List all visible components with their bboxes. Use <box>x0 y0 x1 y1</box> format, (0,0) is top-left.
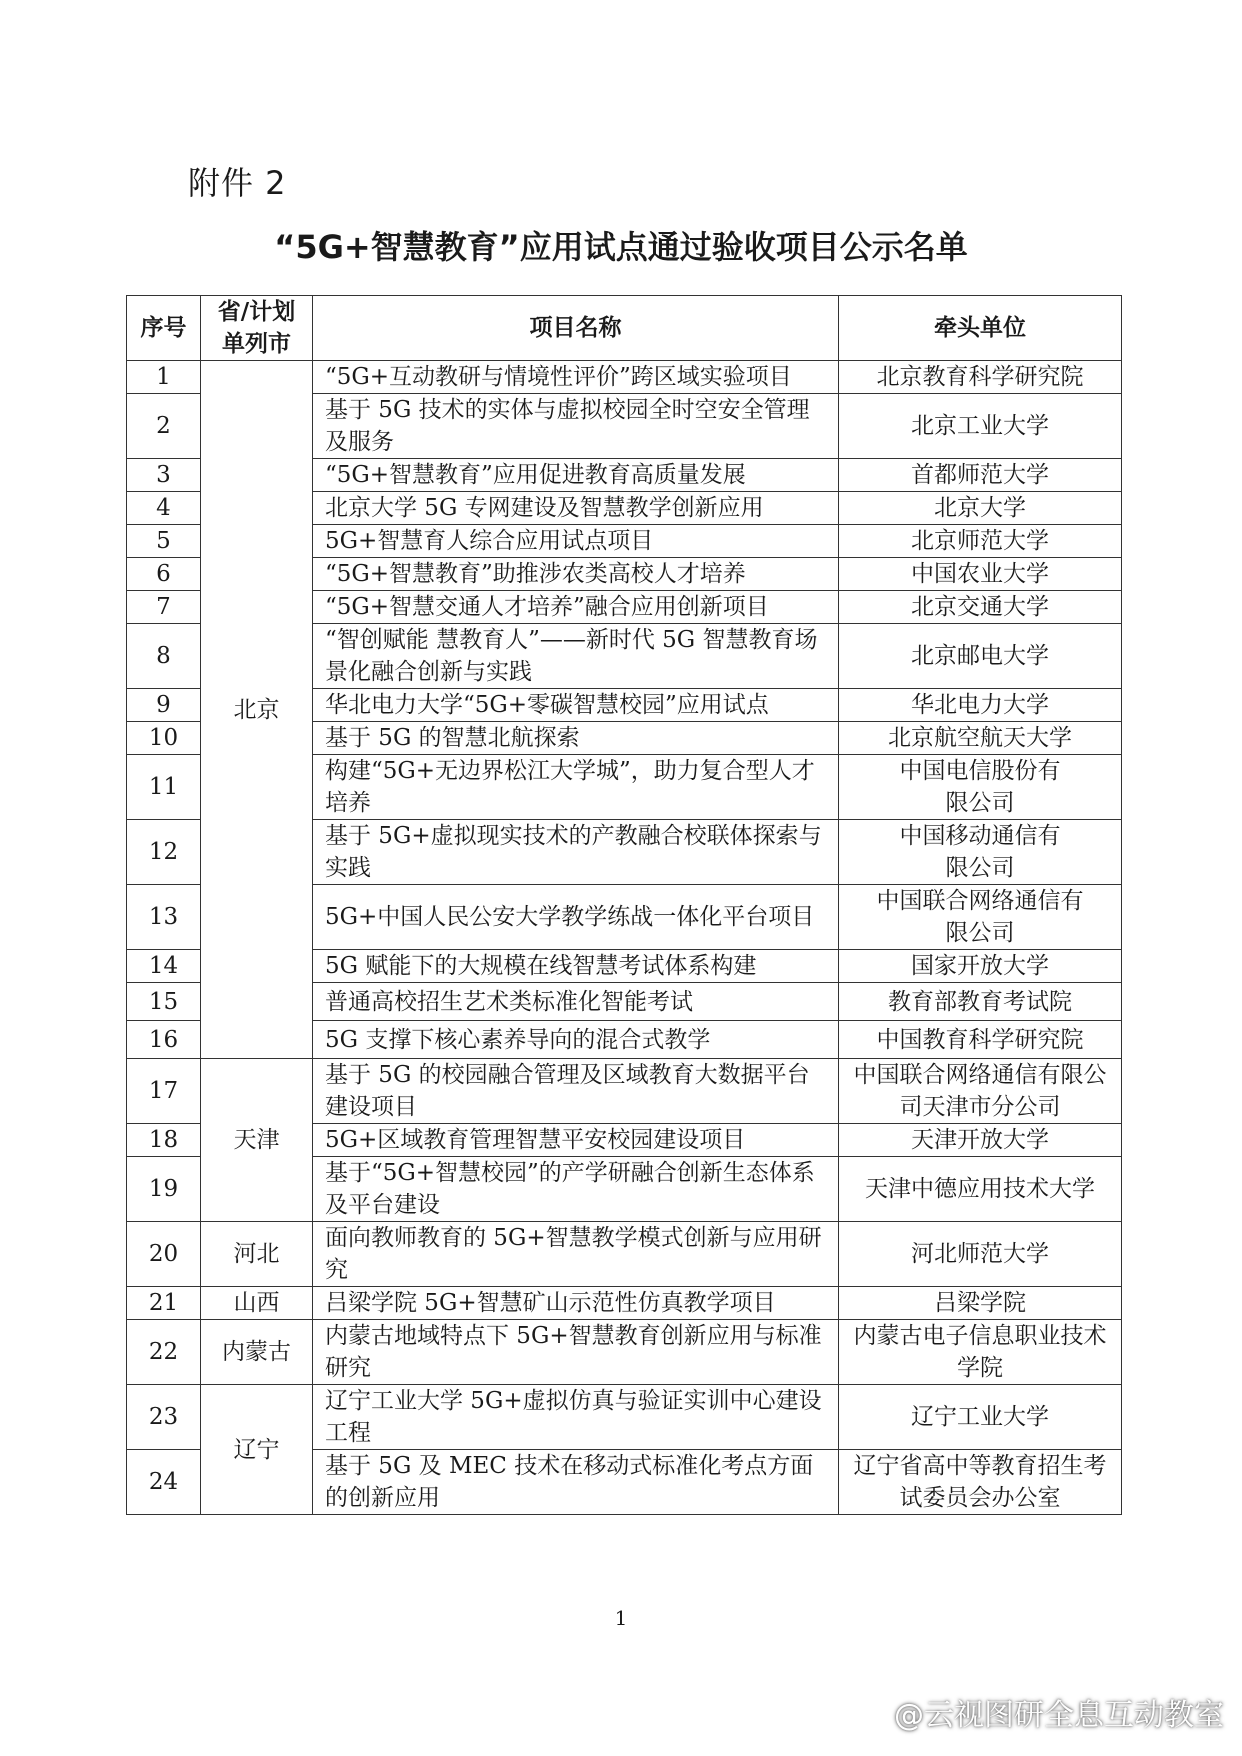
row-no: 14 <box>127 950 201 983</box>
project-name: 5G 支撑下核心素养导向的混合式教学 <box>313 1021 839 1059</box>
region-cell: 山西 <box>201 1287 313 1320</box>
lead-unit: 北京交通大学 <box>839 591 1122 624</box>
header-no: 序号 <box>127 296 201 361</box>
row-no: 16 <box>127 1021 201 1059</box>
lead-unit: 中国联合网络通信有限公司 <box>839 885 1122 950</box>
row-no: 22 <box>127 1320 201 1385</box>
row-no: 3 <box>127 459 201 492</box>
lead-unit: 北京工业大学 <box>839 394 1122 459</box>
row-no: 18 <box>127 1124 201 1157</box>
project-name: 吕梁学院 5G+智慧矿山示范性仿真教学项目 <box>313 1287 839 1320</box>
row-no: 20 <box>127 1222 201 1287</box>
region-cell: 河北 <box>201 1222 313 1287</box>
project-name: 基于 5G 的校园融合管理及区域教育大数据平台建设项目 <box>313 1059 839 1124</box>
project-name: 普通高校招生艺术类标准化智能考试 <box>313 983 839 1021</box>
project-name: “5G+智慧教育”应用促进教育高质量发展 <box>313 459 839 492</box>
lead-unit: 辽宁省高中等教育招生考试委员会办公室 <box>839 1450 1122 1515</box>
project-name: 基于 5G+虚拟现实技术的产教融合校联体探索与实践 <box>313 820 839 885</box>
lead-unit: 中国农业大学 <box>839 558 1122 591</box>
project-name: “智创赋能 慧教育人”——新时代 5G 智慧教育场景化融合创新与实践 <box>313 624 839 689</box>
lead-unit: 北京大学 <box>839 492 1122 525</box>
project-name: 5G+智慧育人综合应用试点项目 <box>313 525 839 558</box>
lead-unit: 河北师范大学 <box>839 1222 1122 1287</box>
lead-unit: 天津中德应用技术大学 <box>839 1157 1122 1222</box>
lead-unit: 北京航空航天大学 <box>839 722 1122 755</box>
lead-unit: 辽宁工业大学 <box>839 1385 1122 1450</box>
project-name: “5G+智慧交通人才培养”融合应用创新项目 <box>313 591 839 624</box>
page-number: 1 <box>614 1606 628 1630</box>
attachment-label: 附件 2 <box>188 164 287 202</box>
project-name: 内蒙古地域特点下 5G+智慧教育创新应用与标准研究 <box>313 1320 839 1385</box>
lead-unit: 北京邮电大学 <box>839 624 1122 689</box>
lead-unit: 北京教育科学研究院 <box>839 361 1122 394</box>
row-no: 13 <box>127 885 201 950</box>
lead-unit: 北京师范大学 <box>839 525 1122 558</box>
lead-unit: 吕梁学院 <box>839 1287 1122 1320</box>
lead-unit: 首都师范大学 <box>839 459 1122 492</box>
row-no: 17 <box>127 1059 201 1124</box>
project-name: 华北电力大学“5G+零碳智慧校园”应用试点 <box>313 689 839 722</box>
project-name: “5G+互动教研与情境性评价”跨区域实验项目 <box>313 361 839 394</box>
project-name: 构建“5G+无边界松江大学城”，助力复合型人才培养 <box>313 755 839 820</box>
project-name: 辽宁工业大学 5G+虚拟仿真与验证实训中心建设工程 <box>313 1385 839 1450</box>
row-no: 6 <box>127 558 201 591</box>
region-cell: 北京 <box>201 361 313 1059</box>
row-no: 2 <box>127 394 201 459</box>
row-no: 12 <box>127 820 201 885</box>
lead-unit: 中国移动通信有限公司 <box>839 820 1122 885</box>
lead-unit: 中国电信股份有限公司 <box>839 755 1122 820</box>
lead-unit: 中国教育科学研究院 <box>839 1021 1122 1059</box>
region-cell: 辽宁 <box>201 1385 313 1515</box>
lead-unit: 内蒙古电子信息职业技术学院 <box>839 1320 1122 1385</box>
project-table <box>126 295 1122 1515</box>
row-no: 8 <box>127 624 201 689</box>
row-no: 11 <box>127 755 201 820</box>
lead-unit: 国家开放大学 <box>839 950 1122 983</box>
lead-unit: 中国联合网络通信有限公司天津市分公司 <box>839 1059 1122 1124</box>
row-no: 19 <box>127 1157 201 1222</box>
project-name: 5G+区域教育管理智慧平安校园建设项目 <box>313 1124 839 1157</box>
header-project: 项目名称 <box>313 296 839 361</box>
project-name: 面向教师教育的 5G+智慧教学模式创新与应用研究 <box>313 1222 839 1287</box>
row-no: 21 <box>127 1287 201 1320</box>
region-cell: 内蒙古 <box>201 1320 313 1385</box>
region-cell: 天津 <box>201 1059 313 1222</box>
project-name: 基于 5G 及 MEC 技术在移动式标准化考点方面的创新应用 <box>313 1450 839 1515</box>
row-no: 10 <box>127 722 201 755</box>
project-name: 基于 5G 的智慧北航探索 <box>313 722 839 755</box>
project-name: 5G 赋能下的大规模在线智慧考试体系构建 <box>313 950 839 983</box>
row-no: 5 <box>127 525 201 558</box>
row-no: 1 <box>127 361 201 394</box>
lead-unit: 天津开放大学 <box>839 1124 1122 1157</box>
row-no: 23 <box>127 1385 201 1450</box>
lead-unit: 华北电力大学 <box>839 689 1122 722</box>
row-no: 15 <box>127 983 201 1021</box>
document-title: “5G+智慧教育”应用试点通过验收项目公示名单 <box>274 228 968 266</box>
row-no: 4 <box>127 492 201 525</box>
row-no: 7 <box>127 591 201 624</box>
project-name: 北京大学 5G 专网建设及智慧教学创新应用 <box>313 492 839 525</box>
project-name: 5G+中国人民公安大学教学练战一体化平台项目 <box>313 885 839 950</box>
project-name: 基于“5G+智慧校园”的产学研融合创新生态体系及平台建设 <box>313 1157 839 1222</box>
watermark: @云视图研全息互动教室 <box>894 1698 1224 1733</box>
header-region: 省/计划单列市 <box>201 296 313 361</box>
row-no: 24 <box>127 1450 201 1515</box>
row-no: 9 <box>127 689 201 722</box>
project-name: 基于 5G 技术的实体与虚拟校园全时空安全管理及服务 <box>313 394 839 459</box>
lead-unit: 教育部教育考试院 <box>839 983 1122 1021</box>
project-name: “5G+智慧教育”助推涉农类高校人才培养 <box>313 558 839 591</box>
header-unit: 牵头单位 <box>839 296 1122 361</box>
